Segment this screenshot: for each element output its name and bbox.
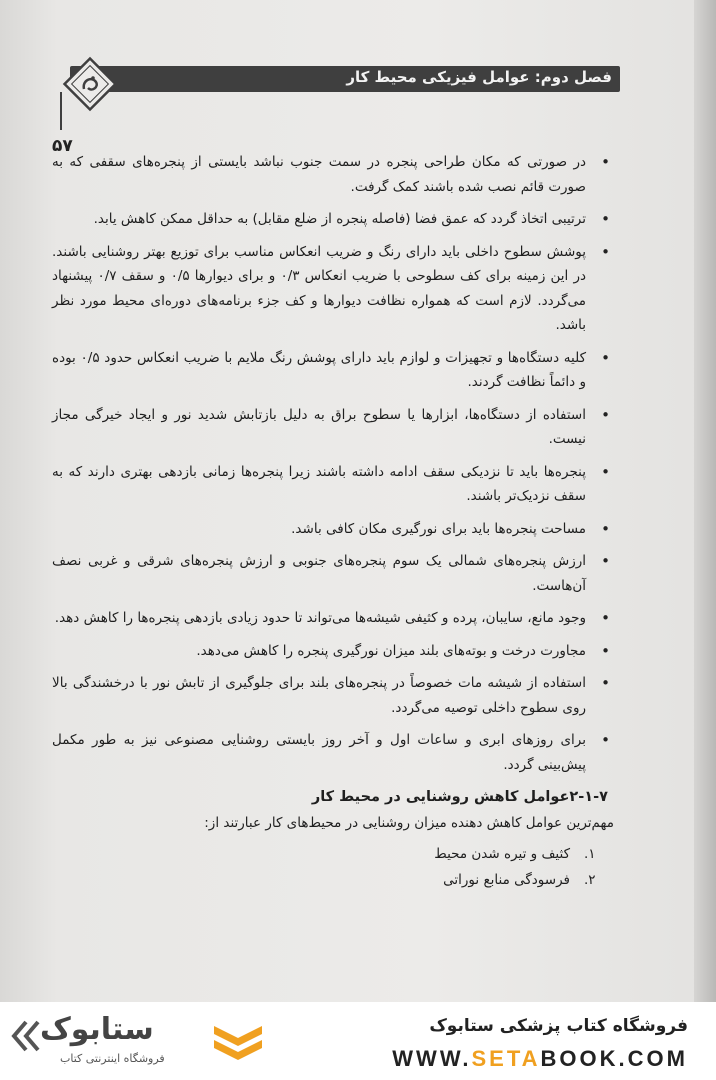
store-footer — [0, 1002, 716, 1080]
store-url[interactable] — [392, 1046, 688, 1072]
store-name: فروشگاه کتاب پزشکی ستابوک — [429, 1016, 688, 1036]
publisher-logo-icon — [62, 56, 118, 112]
list-item: • مجاورت درخت و بوته‌های بلند میزان نورگیری پنجره را کاهش می‌دهد. — [52, 639, 614, 664]
brand-logo — [10, 1010, 280, 1074]
list-item: • پنجره‌ها باید تا نزدیکی سقف ادامه داشته باشند زیرا پنجره‌ها زمانی بازدهی بهتری دارند که به سقف نزدیک‌تر باشند. — [52, 460, 614, 509]
page-edge — [694, 0, 716, 1002]
list-item: • پوشش سطوح داخلی باید دارای رنگ و ضریب انعکاس مناسب برای توزیع بهتر روشنایی باشند. در این زمینه برای کف سطوحی با ضریب انعکاس ۰/۳ و برای دیوارها ۰/۵ و سقف ۰/۷ پیشنهاد می‌گردد. لازم است که همواره نظافت دیوارها و کف جزء برنامه‌های دوره‌ای محیط مورد نظر باشد. — [52, 240, 614, 338]
url-highlight: SETA — [471, 1046, 541, 1071]
numbered-list — [52, 841, 614, 893]
page-content — [52, 150, 614, 893]
chapter-title: فصل دوم: عوامل فیزیکی محیط کار — [346, 68, 612, 86]
page-number: ۵۷ — [52, 136, 73, 156]
book-stack-icon — [210, 1018, 266, 1068]
url-suffix: BOOK.COM — [540, 1046, 688, 1071]
list-item — [52, 841, 614, 867]
item-text: فرسودگی منابع نوراتی — [443, 872, 570, 888]
list-item: • ترتیبی اتخاذ گردد که عمق فضا (فاصله پنجره از ضلع مقابل) به حداقل ممکن کاهش یابد. — [52, 207, 614, 232]
list-item: • در صورتی که مکان طراحی پنجره در سمت جنوب نباشد بایستی از پنجره‌های سقفی که به صورت قائم نصب شده باشند کمک گرفت. — [52, 150, 614, 199]
section-intro: مهم‌ترین عوامل کاهش دهنده میزان روشنایی در محیط‌های کار عبارتند از: — [204, 815, 614, 831]
item-number: ۱. — [584, 846, 596, 862]
list-item: • استفاده از شیشه مات خصوصاً در پنجره‌های بلند برای جلوگیری از تابش نور با درخشندگی بالا روی سطوح داخلی توصیه می‌گردد. — [52, 671, 614, 720]
list-item: • کلیه دستگاه‌ها و تجهیزات و لوازم باید دارای پوشش رنگ ملایم با ضریب انعکاس حدود ۰/۵ بوده و دائماً نظافت گردند. — [52, 346, 614, 395]
item-text: کثیف و تیره شدن محیط — [434, 846, 570, 862]
section-heading: ۲-۱-۷عوامل کاهش روشنایی در محیط کار — [311, 789, 608, 805]
list-item — [52, 867, 614, 893]
list-item: • مساحت پنجره‌ها باید برای نورگیری مکان کافی باشد. — [52, 517, 614, 542]
brand-tagline: فروشگاه اینترنتی کتاب — [60, 1052, 165, 1065]
margin-line — [60, 92, 62, 130]
brand-name: ستابوک — [40, 1012, 154, 1047]
list-item: • وجود مانع، سایبان، پرده و کثیفی شیشه‌ها می‌تواند تا حدود زیادی بازدهی پنجره‌ها را کاهش دهد. — [52, 606, 614, 631]
bullet-list — [52, 150, 614, 777]
list-item: • برای روزهای ابری و ساعات اول و آخر روز بایستی روشنایی مصنوعی نیز به طور مکمل پیش‌بینی گردد. — [52, 728, 614, 777]
chevrons-icon — [10, 1016, 44, 1056]
item-number: ۲. — [584, 872, 596, 888]
list-item: • استفاده از دستگاه‌ها، ابزارها یا سطوح براق به دلیل بازتابش شدید نور و ایجاد خیرگی مجاز نیست. — [52, 403, 614, 452]
url-prefix: WWW. — [392, 1046, 472, 1071]
list-item: • ارزش پنجره‌های شمالی یک سوم پنجره‌های جنوبی و ارزش پنجره‌های شرقی و غربی نصف آن‌هاست. — [52, 549, 614, 598]
